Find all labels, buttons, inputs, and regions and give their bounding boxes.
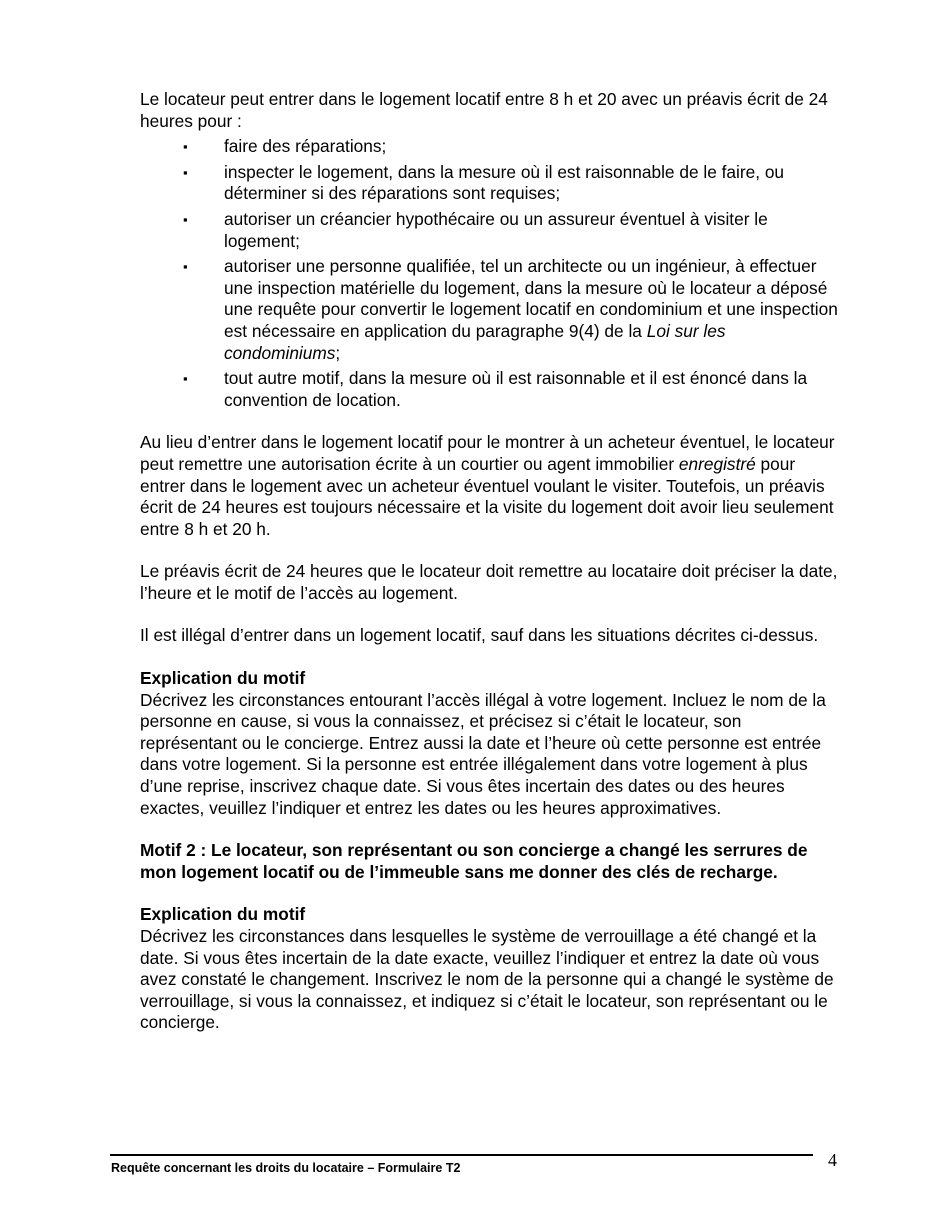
intro-paragraph: Le locateur peut entrer dans le logement locatif entre 8 h et 20 avec un préavis écrit de 24 heures pour : bbox=[140, 89, 828, 131]
bullet-icon: ▪ bbox=[183, 139, 188, 155]
section-heading: Explication du motif bbox=[140, 668, 306, 689]
list-item bbox=[140, 256, 840, 364]
page-number: 4 bbox=[828, 1150, 837, 1170]
bullet-icon: ▪ bbox=[183, 211, 188, 227]
list-item-text: tout autre motif, dans la mesure où il est raisonnable et il est énoncé dans la convention de location. bbox=[224, 368, 808, 410]
section-body: Décrivez les circonstances dans lesquelles le système de verrouillage a été changé et la date. Si vous êtes incertain de la date exacte, veuillez l’indiquer et entrez la date où vous avez constaté le changement. Inscrivez le nom de la personne qui a changé le système de verrouillage, si vous la connaissez, et indiquez si c’était le locateur, son représentant ou le concierge. bbox=[140, 926, 834, 1033]
paragraph-text-part: pour entrer dans le logement avec un acheteur éventuel voulant le visiter. Toutefois, un préavis écrit de 24 heures est toujours nécessaire et la visite du logement doit avoir lieu seulement entre 8 h et 20 h. bbox=[140, 453, 834, 539]
illegal-paragraph: Il est illégal d’entrer dans un logement locatif, sauf dans les situations décrites ci-dessus. bbox=[140, 625, 819, 646]
section-heading: Explication du motif bbox=[140, 904, 306, 925]
list-item-text: faire des réparations; bbox=[224, 136, 387, 157]
list-item bbox=[140, 209, 840, 252]
list-item bbox=[140, 136, 840, 158]
section-body: Décrivez les circonstances entourant l’accès illégal à votre logement. Incluez le nom de la personne en cause, si vous la connaissez, et précisez si c’était le locateur, son représentant ou le concierge. Entrez aussi la date et l’heure où cette personne est entrée dans votre logement. Si la personne est entrée illégalement dans votre logement à plus d’une reprise, inscrivez chaque date. Si vous êtes incertain des dates ou des heures exactes, veuillez l’indiquer et entrez les dates ou les heures approximatives. bbox=[140, 689, 826, 818]
page-content bbox=[140, 89, 840, 1034]
list-item bbox=[140, 368, 840, 411]
bullet-icon: ▪ bbox=[183, 371, 188, 387]
footer-title: Requête concernant les droits du locataire – Formulaire T2 bbox=[111, 1161, 461, 1175]
motif-heading: Motif 2 : Le locateur, son représentant ou son concierge a changé les serrures de mon logement locatif ou de l’immeuble sans me donner des clés de recharge. bbox=[140, 840, 808, 882]
notice-paragraph: Le préavis écrit de 24 heures que le locateur doit remettre au locataire doit préciser la date, l’heure et le motif de l’accès au logement. bbox=[140, 561, 838, 603]
list-item-text: inspecter le logement, dans la mesure où il est raisonnable de le faire, ou déterminer si des réparations sont requises; bbox=[224, 161, 785, 204]
list-item-text: autoriser un créancier hypothécaire ou un assureur éventuel à visiter le logement; bbox=[224, 208, 768, 251]
list-item bbox=[140, 162, 840, 205]
bullet-icon: ▪ bbox=[183, 164, 188, 180]
list-item-text-part: autoriser une personne qualifiée, tel un architecte ou un ingénieur, à effectuer une inspection matérielle du logement, dans la mesure où le locateur a déposé une requête pour convertir le logement locatif en condominium et une inspection est nécessaire en application du paragraphe 9(4) de la bbox=[224, 256, 838, 341]
emphasis-text: enregistré bbox=[678, 453, 756, 474]
bullet-icon: ▪ bbox=[183, 259, 188, 275]
list-item-text-part: ; bbox=[335, 342, 341, 363]
agent-paragraph bbox=[140, 432, 840, 540]
bullet-list bbox=[140, 136, 840, 411]
paragraph-text-part: Au lieu d’entrer dans le logement locatif pour le montrer à un acheteur éventuel, le locateur peut remettre une autorisation écrite à un courtier ou agent immobilier bbox=[140, 432, 835, 474]
footer-divider bbox=[110, 1154, 813, 1156]
law-title: Loi sur les condominiums bbox=[224, 320, 726, 363]
